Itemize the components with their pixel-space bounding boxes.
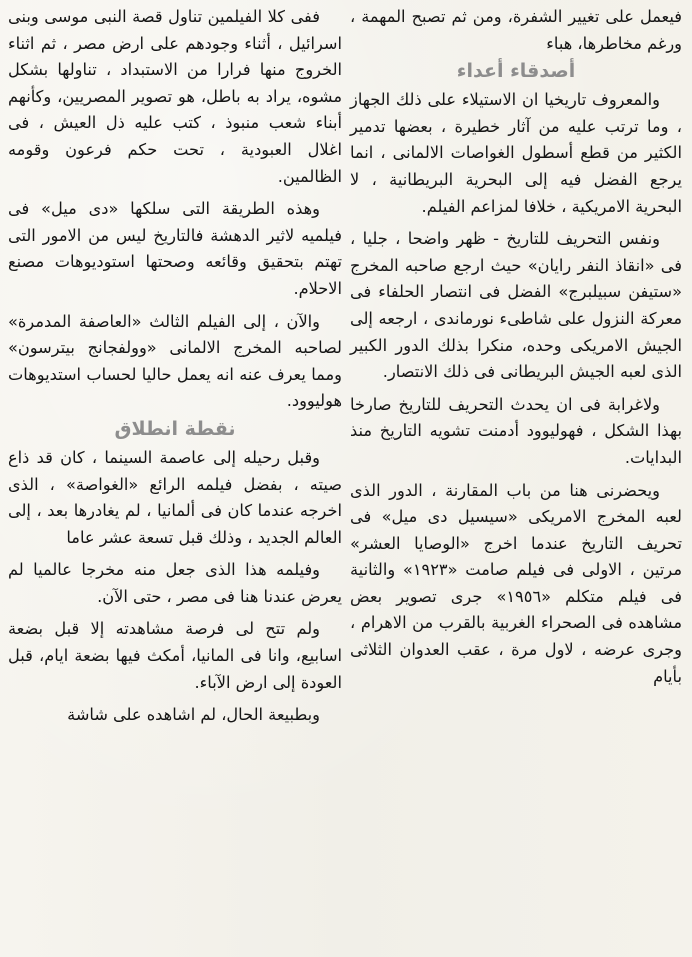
paragraph: وهذه الطريقة التى سلكها «دى ميل» فى فيلميه لاثير الدهشة فالتاريخ ليس من الامور التى تهتم بتحقيق وقائعه وصحتها استوديوهات مصنع الاحلام. — [8, 199, 342, 298]
paragraph: ولم تتح لى فرصة مشاهدته إلا قبل بضعة اسابيع، وانا فى المانيا، أمكث فيها بضعة ايام، قبل العودة إلى ارض الآباء. — [8, 619, 342, 692]
paragraph: ويحضرنى هنا من باب المقارنة ، الدور الذى لعبه المخرج الامريكى «سيسيل دى ميل» فى تحريف التاريخ عندما اخرج «الوصايا العشر» مرتين ، الاولى فى فيلم صامت «١٩٢٣» والثانية فى فيلم متكلم «١٩٥٦» جرى تصوير بعض مشاهده فى الصحراء الغربية بالقرب من الاهرام ، وجرى عرضه ، لاول مرة ، عقب العدوان الثلاثى بأيام — [350, 480, 683, 686]
paragraph: ولاغرابة فى ان يحدث التحريف للتاريخ صارخا بهذا الشكل ، فهوليوود أدمنت تشويه التاريخ منذ البدايات. — [350, 394, 682, 467]
left-column — [8, 4, 342, 729]
paragraph: ونفس التحريف للتاريخ - ظهر واضحا ، جليا ، فى «انقاذ النفر رايان» حيث ارجع صاحبه المخرج «ستيفن سبيلبرج» الفضل فى انتصار الحلفاء فى معركة النزول على شاطىء نورماندى ، ارجعه إلى الجيش الامريكى وحده، منكرا بذلك الدور الكبير الذى لعبه الجيش البريطانى فى ذلك الانتصار. — [350, 229, 682, 382]
right-column — [350, 4, 682, 690]
subheading-friends-enemies: أصدقاء أعداء — [456, 60, 576, 83]
subheading-starting-point: نقطة انطلاق — [114, 417, 236, 440]
paragraph: وقبل رحيله إلى عاصمة السينما ، كان قد ذاع صيته ، بفضل فيلمه الرائع «الغواصة» ، الذى اخرجه عندما كان فى ألمانيا ، لم يغادرها بعد ، إلى العالم الجديد ، وذلك قبل تسعة عشر عاما — [8, 447, 342, 547]
paragraph: فيعمل على تغيير الشفرة، ومن ثم تصبح المهمة ، ورغم مخاطرها، هباء — [350, 7, 682, 53]
paragraph: ففى كلا الفيلمين تناول قصة النبى موسى وبنى اسرائيل ، أثناء وجودهم على ارض مصر ، ثم اثناء الخروج منها فرارا من الاستبداد ، تناولها بشكل مشوه، يراد به باطل، هو تصوير المصريين، وكأنهم أبناء شعب منبوذ ، كتب عليه ذل العيش ، فى اغلال العبودية ، تحت حكم فرعون وقومه الظالمين. — [8, 7, 342, 186]
paragraph: والمعروف تاريخيا ان الاستيلاء على ذلك الجهاز ، وما ترتب عليه من آثار خطيرة ، بعضها تدمير الكثير من قطع أسطول الغواصات الالمانى ، انما يرجع الفضل فيه إلى البحرية البريطانية ، لا البحرية الامريكية ، خلافا لمزاعم الفيلم. — [350, 90, 682, 216]
paragraph: وبطبيعة الحال، لم اشاهده على شاشة — [67, 705, 320, 725]
paragraph: وفيلمه هذا الذى جعل منه مخرجا عالميا لم يعرض عندنا هنا فى مصر ، حتى الآن. — [8, 560, 342, 606]
paragraph: والآن ، إلى الفيلم الثالث «العاصفة المدمرة» لصاحبه المخرج الالمانى «وولفجانج بيترسون» ومما يعرف عنه انه يعمل حاليا لحساب استديوهات هوليوود. — [8, 311, 342, 411]
